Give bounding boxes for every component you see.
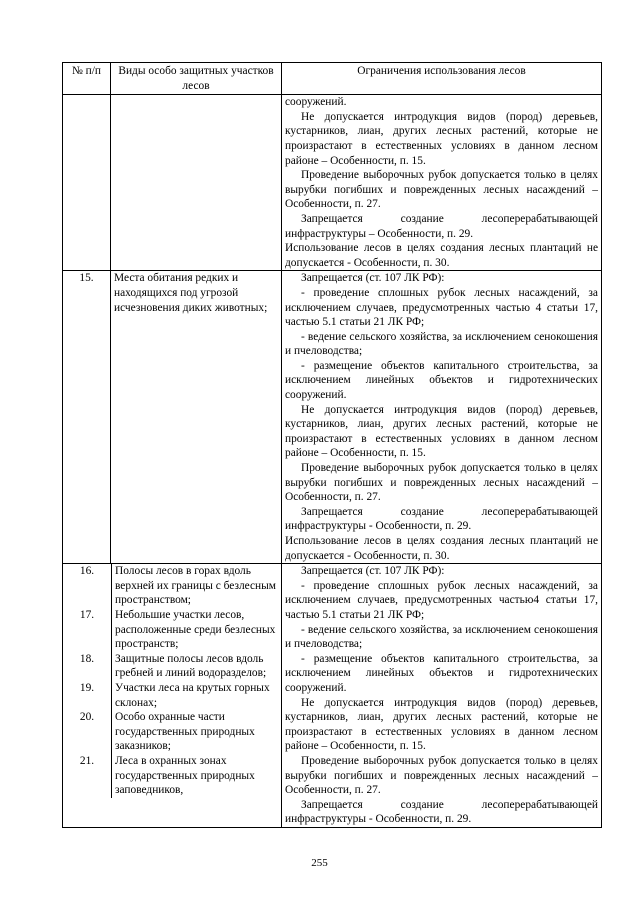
list-item <box>63 754 281 798</box>
item-type: Участки леса на крутых горных склонах; <box>111 681 281 710</box>
restriction-text: Запрещается создание лесоперерабатывающей инфраструктуры - Особенности, п. 29. <box>285 505 598 533</box>
cell-num: 15. <box>63 271 111 564</box>
restriction-text: - размещение объектов капитального строительства, за исключением линейных объектов и гидротехнических сооружений. <box>285 652 598 694</box>
restrictions-table <box>62 62 602 828</box>
table-row-continuation <box>63 95 602 271</box>
item-num: 20. <box>79 711 95 724</box>
restriction-text: - проведение сплошных рубок лесных насаждений, за исключением случаев, предусмотренных частью 4 статьи 17, частью 5.1 статьи 21 ЛК РФ; <box>285 286 598 329</box>
restriction-text: Проведение выборочных рубок допускается только в целях вырубки погибших и поврежденных лесных насаждений – Особенности, п. 27. <box>285 169 598 211</box>
item-type: Полосы лесов в горах вдоль верхней их границы с безлесным пространством; <box>111 564 281 608</box>
item-num: 18. <box>79 652 95 665</box>
table-row-16-21 <box>63 564 602 828</box>
item-num: 21. <box>79 754 95 767</box>
cell-items <box>63 564 282 828</box>
item-type: Защитные полосы лесов вдоль гребней и линий водоразделов; <box>111 652 281 681</box>
restriction-text: - ведение сельского хозяйства, за исключением сенокошения и пчеловодства; <box>285 623 598 651</box>
restriction-text: сооружений. <box>285 96 347 109</box>
restriction-text: - проведение сплошных рубок лесных насаждений, за исключением случаев, предусмотренных частью4 статьи 17, частью 5.1 статьи 21 ЛК РФ; <box>285 579 598 621</box>
header-type: Виды особо защитных участков лесов <box>111 63 282 95</box>
restriction-text: - размещение объектов капитального строительства, за исключением линейных объектов и гидротехнических сооружений. <box>285 359 598 402</box>
cell-restrictions <box>282 95 602 271</box>
restriction-text: Запрещается создание лесоперерабатывающей инфраструктуры – Особенности, п. 29. <box>285 212 598 240</box>
cell-type: Места обитания редких и находящихся под угрозой исчезновения диких животных; <box>111 271 282 564</box>
item-num: 16. <box>79 565 95 578</box>
item-type: Небольшие участки лесов, расположенные среди безлесных пространств; <box>111 608 281 652</box>
restriction-text: Проведение выборочных рубок допускается только в целях вырубки погибших и поврежденных лесных насаждений – Особенности, п. 27. <box>285 462 598 504</box>
cell-restrictions <box>282 564 602 828</box>
restriction-text: Проведение выборочных рубок допускается только в целях вырубки погибших и поврежденных лесных насаждений – Особенности, п. 27. <box>285 754 598 797</box>
header-restrictions: Ограничения использования лесов <box>282 63 602 95</box>
restriction-text: Запрещается создание лесоперерабатывающей инфраструктуры - Особенности, п. 29. <box>285 798 598 826</box>
item-num: 17. <box>79 608 95 621</box>
item-num: 19. <box>79 681 95 694</box>
list-item <box>63 681 281 710</box>
list-item <box>63 608 281 652</box>
items-list <box>63 564 281 798</box>
item-type: Леса в охранных зонах государственных природных заповедников, <box>111 754 281 798</box>
item-type: Особо охранные части государственных природных заказников; <box>111 710 281 754</box>
restriction-text: Не допускается интродукция видов (пород) деревьев, кустарников, лиан, других лесных растений, которые не произрастают в естественных условиях в данном лесном районе – Особенности, п. 15. <box>285 403 598 460</box>
restriction-text: - ведение сельского хозяйства, за исключением сенокошения и пчеловодства; <box>285 330 598 358</box>
cell-num <box>63 95 111 271</box>
restriction-text: Не допускается интродукция видов (пород) деревьев, кустарников, лиан, других лесных растений, которые не произрастают в естественных условиях в данном лесном районе – Особенности, п. 15. <box>285 110 598 167</box>
cell-type <box>111 95 282 271</box>
list-item <box>63 652 281 681</box>
table-header-row <box>63 63 602 95</box>
cell-restrictions <box>282 271 602 564</box>
list-item <box>63 564 281 608</box>
header-num: № п/п <box>63 63 111 95</box>
restriction-text: Запрещается (ст. 107 ЛК РФ): <box>301 272 445 285</box>
table-row-15 <box>63 271 602 564</box>
restriction-text: Использование лесов в целях создания лесных плантаций не допускается - Особенности, п. 30. <box>285 535 598 562</box>
restriction-text: Запрещается (ст. 107 ЛК РФ): <box>301 565 445 578</box>
list-item <box>63 710 281 754</box>
restriction-text: Использование лесов в целях создания лесных плантаций не допускается - Особенности, п. 30. <box>285 242 598 269</box>
restriction-text: Не допускается интродукция видов (пород) деревьев, кустарников, лиан, других лесных растений, которые не произрастают в естественных условиях в данном лесном районе – Особенности, п. 15. <box>285 696 598 753</box>
page-number: 255 <box>311 857 328 869</box>
